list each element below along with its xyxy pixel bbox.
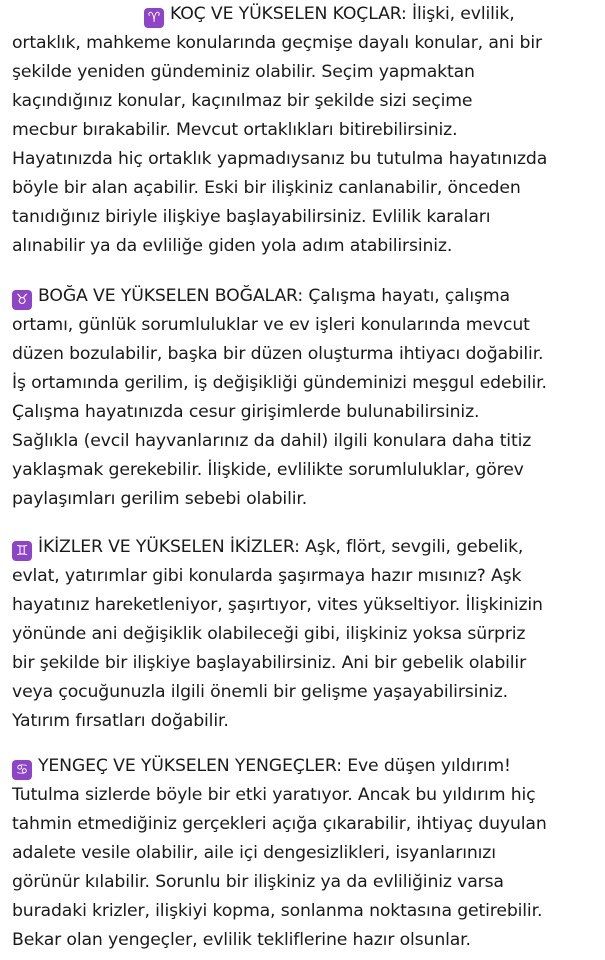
paragraph-line: şekilde yeniden gündeminiz olabilir. Seçim yapmaktan (12, 62, 475, 82)
paragraph-line: veya çocuğunuzla ilgili önemli bir gelişme yaşayabilirsiniz. (12, 682, 508, 702)
paragraph-line: mecbur bırakabilir. Mevcut ortaklıkları bitirebilirsiniz. (12, 120, 458, 140)
paragraph-line: tahmin etmediğiniz gerçekleri açığa çıkarabilir, ihtiyaç duyulan (12, 814, 547, 834)
paragraph-line: tanıdığınız biriyle ilişkiye başlayabilirsiniz. Evlilik karaları (12, 207, 491, 227)
paragraph-line (12, 0, 604, 29)
paragraph-line: alınabilir ya da evliliğe giden yola adım atabilirsiniz. (12, 236, 453, 256)
paragraph-line: düzen bozulabilir, başka bir düzen oluşturma ihtiyacı doğabilir. (12, 344, 544, 364)
paragraph-line: buradaki krizler, ilişkiyi kopma, sonlanma noktasına getirebilir. (12, 901, 543, 921)
paragraph-line: İş ortamında gerilim, iş değişikliği gündeminizi meşgul edebilir. (12, 373, 547, 393)
paragraph-line: adalete vesile olabilir, aile içi dengesizlikleri, isyanlarınızı (12, 843, 496, 863)
taurus-sign-icon: ♉ (12, 290, 32, 310)
aries-sign-icon: ♈ (144, 8, 164, 28)
section-heading-text: BOĞA VE YÜKSELEN BOĞALAR: Çalışma hayatı, çalışma (38, 286, 510, 306)
section-heading-text: KOÇ VE YÜKSELEN KOÇLAR: İlişki, evlilik, (170, 4, 515, 24)
paragraph-line: bir şekilde bir ilişkiye başlayabilirsiniz. Ani bir gebelik olabilir (12, 653, 527, 673)
paragraph-line: Çalışma hayatınızda cesur girişimlerde bulunabilirsiniz. (12, 402, 480, 422)
gemini-sign-icon: ♊ (12, 541, 32, 561)
paragraph-line (12, 282, 604, 311)
paragraph-line: böyle bir alan açabilir. Eski bir ilişkiniz canlanabilir, önceden (12, 178, 521, 198)
paragraph-line: ortamı, günlük sorumluluklar ve ev işleri konularında mevcut (12, 315, 530, 335)
paragraph-line: Tutulma sizlerde böyle bir etki yaratıyor. Ancak bu yıldırım hiç (12, 785, 536, 805)
section-heading-text: İKİZLER VE YÜKSELEN İKİZLER: Aşk, flört, sevgili, gebelik, (38, 537, 524, 557)
paragraph-line: görünür kılabilir. Sorunlu bir ilişkiniz ya da evliliğiniz varsa (12, 872, 504, 892)
paragraph-line: yönünde ani değişiklik olabileceği gibi, ilişkiniz yoksa sürpriz (12, 624, 526, 644)
paragraph-line: paylaşımları gerilim sebebi olabilir. (12, 489, 308, 509)
cancer-sign-icon: ♋ (12, 760, 32, 780)
section-aries (12, 0, 604, 261)
section-heading-text: YENGEÇ VE YÜKSELEN YENGEÇLER: Eve düşen yıldırım! (38, 756, 511, 776)
section-gemini (12, 533, 604, 736)
paragraph-line: yaklaşmak gerekebilir. İlişkide, evlilikte sorumluluklar, görev (12, 460, 524, 480)
paragraph-line: Hayatınızda hiç ortaklık yapmadıysanız bu tutulma hayatınızda (12, 149, 548, 169)
paragraph-line (12, 533, 604, 562)
paragraph-line: Bekar olan yengeçler, evlilik tekliflerine hazır olsunlar. (12, 930, 471, 950)
paragraph-line: kaçındığınız konular, kaçınılmaz bir şekilde sizi seçime (12, 91, 473, 111)
paragraph-line (12, 752, 604, 781)
section-cancer (12, 752, 604, 955)
paragraph-line: Sağlıkla (evcil hayvanlarınız da dahil) ilgili konulara daha titiz (12, 431, 532, 451)
paragraph-line: evlat, yatırımlar gibi konularda şaşırmaya hazır mısınız? Aşk (12, 566, 522, 586)
paragraph-line: ortaklık, mahkeme konularında geçmişe dayalı konular, ani bir (12, 33, 542, 53)
section-taurus (12, 282, 604, 514)
paragraph-line: hayatınız hareketleniyor, şaşırtıyor, vites yükseltiyor. İlişkinizin (12, 595, 543, 615)
paragraph-line: Yatırım fırsatları doğabilir. (12, 711, 229, 731)
